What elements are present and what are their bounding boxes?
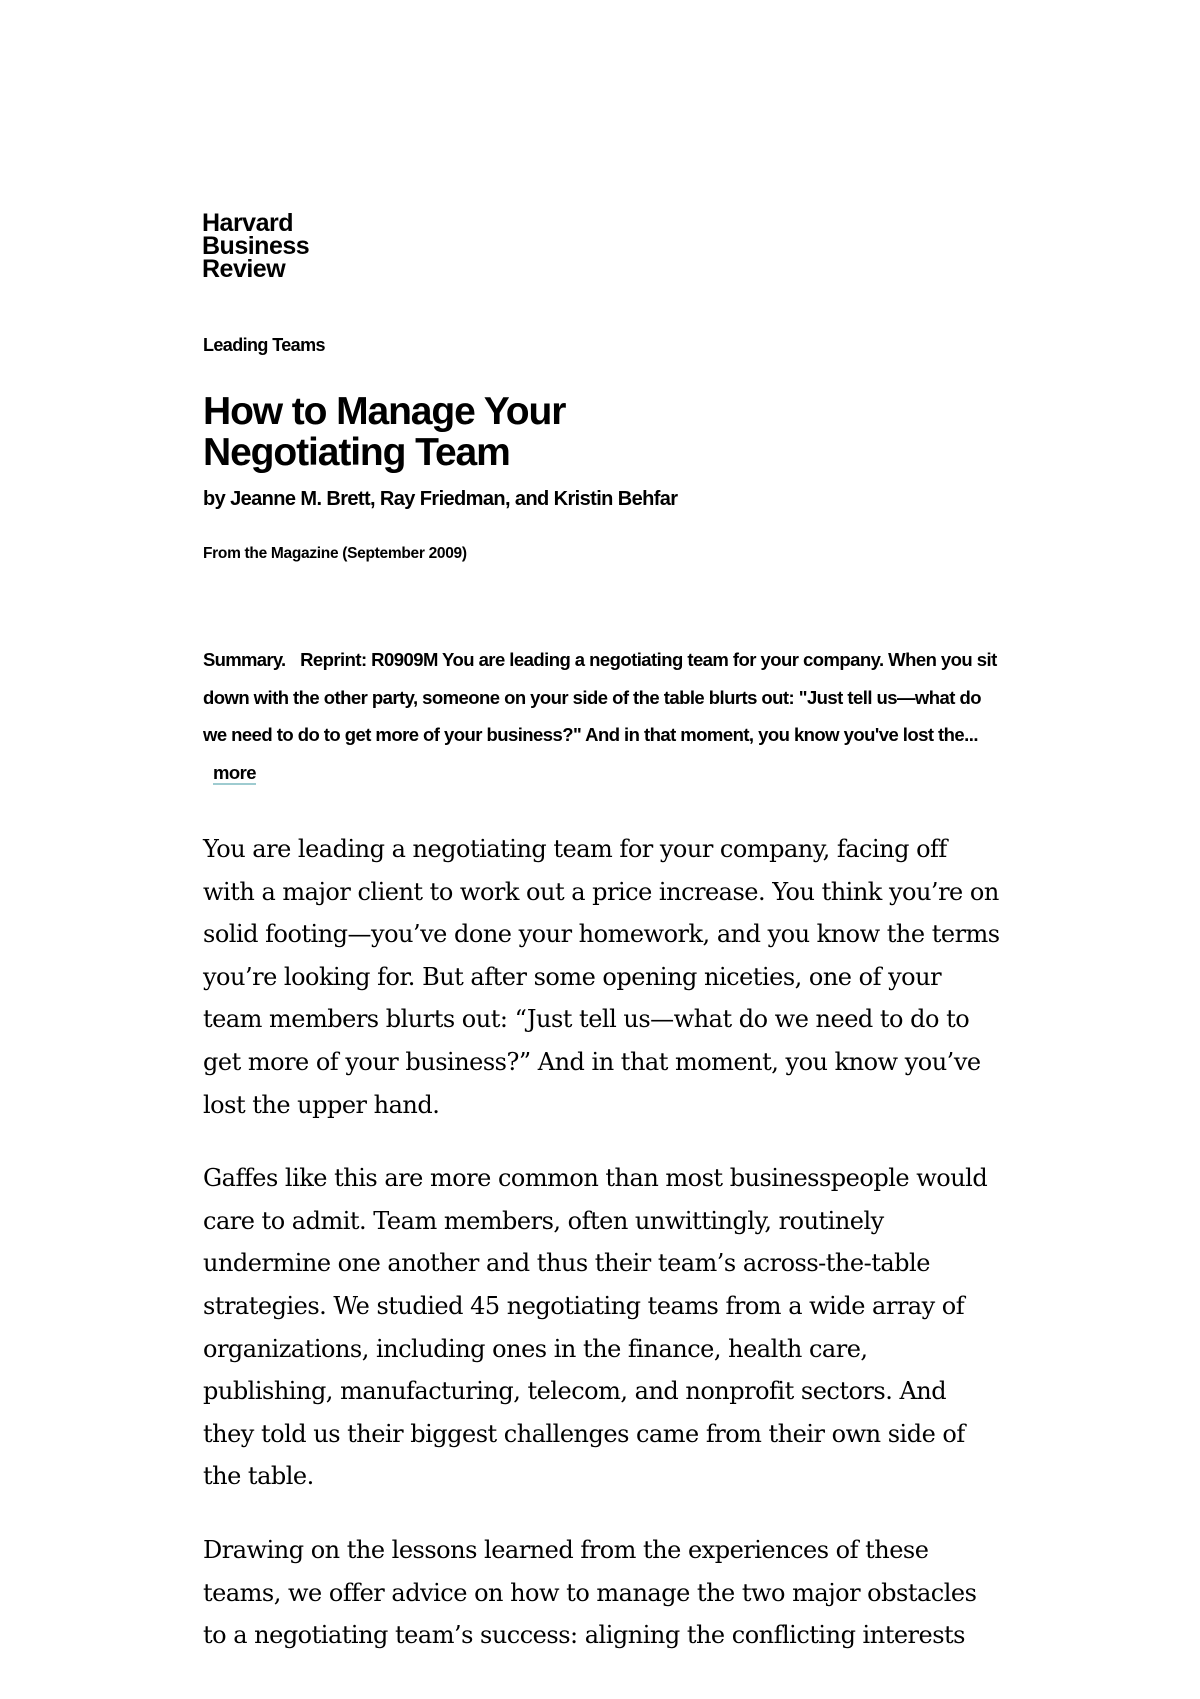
article-page xyxy=(202,209,1003,1657)
summary-label: Summary. xyxy=(203,649,286,670)
section-tag-link[interactable]: Leading Teams xyxy=(203,335,325,355)
body-paragraph-2: Gaffes like this are more common than most businesspeople would care to admit. Team members, often unwittingly, routinely undermine one another and thus their team’s across-the-table strategies. We studied 45 negotiating teams from a wide array of organizations, including ones in the finance, health care, publishing, manufacturing, telecom, and nonprofit sectors. And they told us their biggest challenges came from their own side of the table. xyxy=(203,1164,988,1491)
body-paragraph-1: You are leading a negotiating team for your company, facing off with a major client to work out a price increase. You think you’re on solid footing—you’ve done your homework, and you know the terms you’re looking for. But after some opening niceties, one of your team members blurts out: “Just tell us—what do we need to do to get more of your business?” And in that moment, you know you’ve lost the upper hand. xyxy=(203,835,1000,1119)
summary-text: Reprint: R0909M You are leading a negotiating team for your company. When you sit down with the other party, someone on your side of the table blurts out: "Just tell us—what do we need to do to get more of your business?" And in that moment, you know you've lost the... xyxy=(203,649,997,745)
logo-line-1: Harvard xyxy=(202,209,293,237)
body-paragraph-3: Drawing on the lessons learned from the experiences of these teams, we offer advice on how to manage the two major obstacles to a negotiating team’s success: aligning the conflicting interests xyxy=(203,1535,977,1650)
title-line-2: Negotiating Team xyxy=(203,431,510,474)
article-summary xyxy=(203,641,1003,791)
summary-more-link[interactable]: more xyxy=(213,761,257,783)
title-line-1: How to Manage Your xyxy=(203,390,566,433)
publication-info: From the Magazine (September 2009) xyxy=(203,545,467,562)
logo-line-2: Business xyxy=(202,232,310,260)
article-title xyxy=(203,391,723,473)
hbr-logo[interactable] xyxy=(202,209,1003,283)
logo-line-3: Review xyxy=(202,255,286,283)
author-byline: by Jeanne M. Brett, Ray Friedman, and Kristin Behfar xyxy=(203,488,678,510)
